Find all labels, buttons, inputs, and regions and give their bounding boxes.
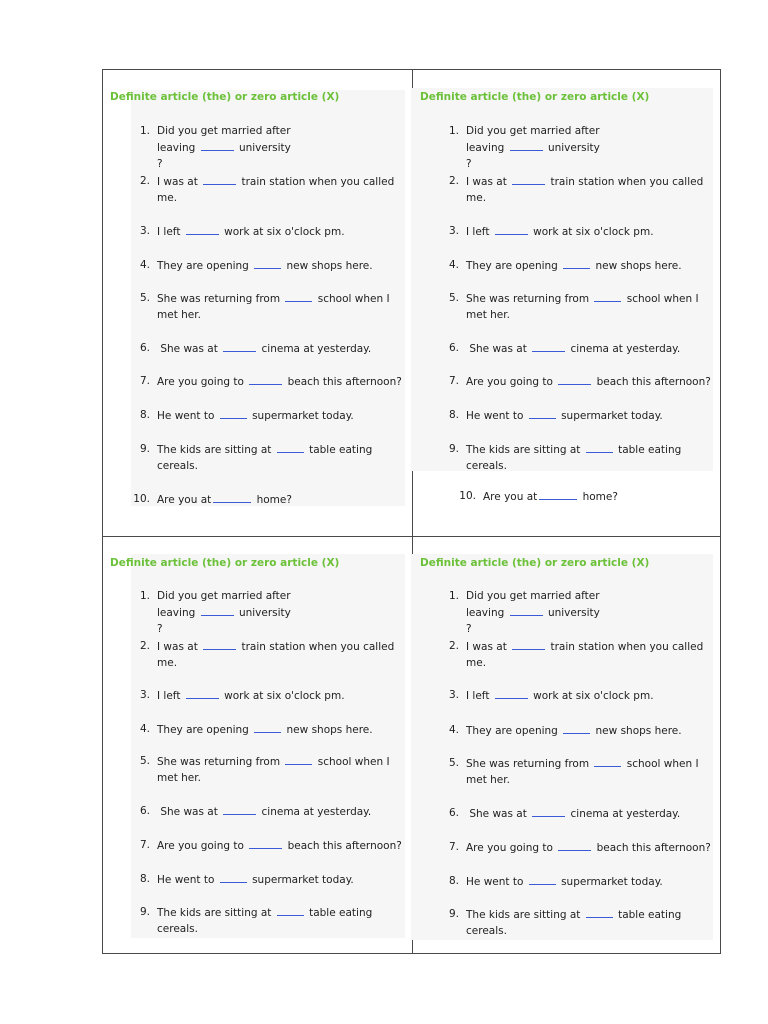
worksheet-grid [102, 69, 721, 954]
question-number: 5. [448, 757, 459, 769]
answer-blank[interactable] [532, 805, 565, 817]
question-text-before: I was at [157, 176, 202, 188]
question-text-before: I was at [466, 641, 511, 653]
question-item [139, 638, 399, 671]
question-number: 6. [139, 805, 150, 817]
question-text-after: table eating cereals. [466, 909, 685, 937]
question-item [139, 123, 297, 172]
question-number: 1. [139, 125, 150, 137]
answer-blank[interactable] [563, 257, 590, 269]
answer-blank[interactable] [203, 173, 236, 185]
question-number: 1. [139, 590, 150, 602]
worksheet-card-1 [103, 70, 412, 536]
question-number: 1. [448, 125, 459, 137]
question-text-after: train station when you called me. [466, 641, 707, 669]
question-number: 3. [448, 225, 459, 237]
question-item [448, 687, 706, 704]
question-text-before: He went to [157, 874, 218, 886]
question-item [139, 441, 393, 474]
question-item [448, 722, 706, 739]
question-number: 8. [448, 875, 459, 887]
question-text [483, 488, 723, 505]
worksheet-card-3 [103, 537, 412, 955]
question-text [157, 904, 393, 937]
question-text-before: She was at [466, 343, 531, 355]
question-text-before: Did you get married after leaving [466, 590, 603, 619]
question-number: 6. [448, 342, 459, 354]
question-text-after: train station when you called me. [466, 176, 707, 204]
question-text [466, 223, 706, 240]
question-item [448, 407, 706, 424]
question-text [466, 588, 606, 637]
question-number: 9. [448, 908, 459, 920]
question-number: 6. [139, 342, 150, 354]
question-text-after: supermarket today. [557, 876, 663, 888]
question-text-after: cinema at yesterday. [258, 343, 372, 355]
question-item [139, 407, 397, 424]
question-text [466, 407, 706, 424]
question-text [466, 290, 702, 323]
question-text-before: I was at [466, 176, 511, 188]
question-text-before: They are opening [157, 260, 253, 272]
question-text-after: work at six o'clock pm. [220, 226, 345, 238]
question-number: 7. [139, 839, 150, 851]
question-text-after: university ? [157, 607, 295, 635]
question-number: 9. [448, 443, 459, 455]
answer-blank[interactable] [285, 753, 312, 765]
question-text [157, 803, 397, 820]
question-number: 5. [139, 292, 150, 304]
question-text [157, 441, 393, 474]
question-text-after: beach this afternoon? [593, 376, 711, 388]
answer-blank[interactable] [201, 139, 234, 151]
answer-blank[interactable] [186, 687, 219, 699]
question-text-before: Did you get married after leaving [466, 125, 603, 154]
question-text [157, 407, 397, 424]
question-item [139, 257, 397, 274]
question-text-before: I was at [157, 641, 202, 653]
question-item [139, 837, 407, 854]
question-text [466, 906, 702, 939]
answer-blank[interactable] [249, 373, 282, 385]
question-item [448, 873, 706, 890]
answer-blank[interactable] [529, 873, 556, 885]
question-item [139, 687, 397, 704]
question-text-before: The kids are sitting at [466, 444, 584, 456]
answer-blank[interactable] [510, 139, 543, 151]
question-item [459, 488, 723, 505]
question-text-before: I left [157, 690, 184, 702]
question-number: 2. [448, 175, 459, 187]
answer-blank[interactable] [220, 871, 247, 883]
question-text [157, 753, 393, 786]
answer-blank[interactable] [539, 488, 577, 500]
question-number: 2. [139, 640, 150, 652]
answer-blank[interactable] [558, 373, 591, 385]
question-text [157, 223, 397, 240]
question-text-before: The kids are sitting at [157, 444, 275, 456]
question-text [157, 173, 399, 206]
question-text [466, 638, 708, 671]
question-number: 4. [448, 259, 459, 271]
question-text-before: She was returning from [157, 293, 284, 305]
question-number: 9. [139, 443, 150, 455]
question-text-after: new shops here. [283, 724, 373, 736]
question-text [466, 722, 706, 739]
question-item [139, 223, 397, 240]
answer-blank[interactable] [277, 904, 304, 916]
question-item [448, 805, 706, 822]
question-item [448, 123, 606, 172]
question-item [448, 638, 708, 671]
question-item [448, 839, 716, 856]
question-text-before: The kids are sitting at [157, 907, 275, 919]
answer-blank[interactable] [594, 290, 621, 302]
question-text-after: train station when you called me. [157, 176, 398, 204]
question-text-before: Are you at [483, 491, 538, 503]
question-text [157, 340, 397, 357]
answer-blank[interactable] [594, 755, 621, 767]
question-text [157, 373, 407, 390]
question-number: 2. [139, 175, 150, 187]
question-text-after: university ? [466, 607, 604, 635]
answer-blank[interactable] [495, 687, 528, 699]
question-text-after: supermarket today. [557, 410, 663, 422]
question-text [466, 873, 706, 890]
card-title: Definite article (the) or zero article (X) [420, 91, 650, 103]
question-text-after: train station when you called me. [157, 641, 398, 669]
question-text-before: They are opening [466, 725, 562, 737]
question-item [448, 340, 706, 357]
answer-blank[interactable] [186, 223, 219, 235]
question-text [466, 173, 708, 206]
question-number: 5. [448, 292, 459, 304]
answer-blank[interactable] [254, 257, 281, 269]
answer-blank[interactable] [558, 839, 591, 851]
question-text [157, 638, 399, 671]
question-item [139, 340, 397, 357]
card-title: Definite article (the) or zero article (X) [420, 557, 650, 569]
question-text-after: new shops here. [592, 725, 682, 737]
question-text-before: Are you going to [157, 840, 248, 852]
question-item [448, 373, 716, 390]
question-text [466, 373, 716, 390]
card-title: Definite article (the) or zero article (X) [110, 557, 340, 569]
question-item [448, 223, 706, 240]
question-text [157, 871, 397, 888]
question-item [448, 257, 706, 274]
question-text [157, 257, 397, 274]
question-item [448, 588, 606, 637]
question-text-after: work at six o'clock pm. [220, 690, 345, 702]
question-item [139, 904, 393, 937]
question-number: 6. [448, 807, 459, 819]
worksheet-card-2 [413, 70, 722, 536]
answer-blank[interactable] [512, 638, 545, 650]
question-number: 4. [139, 259, 150, 271]
question-text-before: I left [466, 226, 493, 238]
question-text-before: I left [466, 690, 493, 702]
question-text-before: Are you going to [466, 842, 557, 854]
question-number: 7. [448, 841, 459, 853]
question-text-after: school when I met her. [466, 293, 702, 321]
question-item [139, 753, 393, 786]
question-item [139, 871, 397, 888]
question-text-before: They are opening [157, 724, 253, 736]
question-text-after: university ? [466, 142, 604, 170]
answer-blank[interactable] [512, 173, 545, 185]
question-text-before: They are opening [466, 260, 562, 272]
question-text-after: new shops here. [592, 260, 682, 272]
question-number: 4. [139, 723, 150, 735]
answer-blank[interactable] [203, 638, 236, 650]
question-text-after: school when I met her. [466, 758, 702, 786]
question-item [139, 588, 297, 637]
question-text [466, 123, 606, 172]
answer-blank[interactable] [586, 906, 613, 918]
question-number: 10. [459, 490, 476, 502]
question-number: 5. [139, 755, 150, 767]
question-text-before: The kids are sitting at [466, 909, 584, 921]
answer-blank[interactable] [220, 407, 247, 419]
question-text-before: Did you get married after leaving [157, 125, 294, 154]
question-item [139, 173, 399, 206]
answer-blank[interactable] [495, 223, 528, 235]
answer-blank[interactable] [254, 721, 281, 733]
question-text-before: I left [157, 226, 184, 238]
question-item [448, 906, 702, 939]
question-text-after: school when I met her. [157, 756, 393, 784]
question-text-before: She was returning from [157, 756, 284, 768]
question-text-before: She was returning from [466, 758, 593, 770]
answer-blank[interactable] [249, 837, 282, 849]
question-text-before: She was at [157, 806, 222, 818]
question-text-before: He went to [157, 410, 218, 422]
question-item [139, 721, 397, 738]
answer-blank[interactable] [223, 803, 256, 815]
question-item [448, 173, 708, 206]
question-text-before: He went to [466, 876, 527, 888]
question-number: 3. [448, 689, 459, 701]
question-text-after: school when I met her. [157, 293, 393, 321]
question-text [466, 340, 706, 357]
question-text-before: She was returning from [466, 293, 593, 305]
question-number: 4. [448, 724, 459, 736]
question-text-after: table eating cereals. [157, 444, 376, 472]
question-text-after: university ? [157, 142, 295, 170]
question-text-before: Did you get married after leaving [157, 590, 294, 619]
question-number: 8. [139, 873, 150, 885]
card-title: Definite article (the) or zero article (X) [110, 91, 340, 103]
question-number: 3. [139, 689, 150, 701]
question-item [448, 290, 702, 323]
question-number: 8. [448, 409, 459, 421]
answer-blank[interactable] [586, 441, 613, 453]
question-text [157, 123, 297, 172]
question-item [139, 803, 397, 820]
question-item [139, 373, 407, 390]
question-text-after: new shops here. [283, 260, 373, 272]
question-text-before: She was at [466, 808, 531, 820]
question-number: 2. [448, 640, 459, 652]
question-number: 1. [448, 590, 459, 602]
question-item [139, 290, 393, 323]
question-text [466, 687, 706, 704]
question-text-before: Are you going to [157, 376, 248, 388]
question-text [157, 721, 397, 738]
question-text [466, 839, 716, 856]
question-text-after: table eating cereals. [466, 444, 685, 472]
question-number: 8. [139, 409, 150, 421]
answer-blank[interactable] [285, 290, 312, 302]
question-text [157, 588, 297, 637]
question-text-before: She was at [157, 343, 222, 355]
question-item [133, 491, 397, 508]
answer-blank[interactable] [201, 604, 234, 616]
question-text-after: cinema at yesterday. [258, 806, 372, 818]
question-number: 3. [139, 225, 150, 237]
question-text-after: cinema at yesterday. [567, 343, 681, 355]
question-text [157, 687, 397, 704]
question-text [466, 441, 702, 474]
question-text-after: cinema at yesterday. [567, 808, 681, 820]
question-text-before: Are you going to [466, 376, 557, 388]
answer-blank[interactable] [563, 722, 590, 734]
question-text [157, 290, 393, 323]
answer-blank[interactable] [510, 604, 543, 616]
answer-blank[interactable] [532, 340, 565, 352]
question-text-before: He went to [466, 410, 527, 422]
worksheet-card-4 [413, 537, 722, 955]
answer-blank[interactable] [277, 441, 304, 453]
question-text-after: beach this afternoon? [284, 840, 402, 852]
question-item [448, 441, 702, 474]
question-text-after: work at six o'clock pm. [529, 690, 654, 702]
answer-blank[interactable] [223, 340, 256, 352]
question-text-after: beach this afternoon? [593, 842, 711, 854]
question-text-after: supermarket today. [248, 874, 354, 886]
answer-blank[interactable] [213, 491, 251, 503]
question-text-after: home? [579, 491, 618, 503]
question-text [466, 755, 702, 788]
question-text-after: home? [253, 494, 292, 506]
question-number: 9. [139, 906, 150, 918]
question-text [157, 837, 407, 854]
question-text-after: table eating cereals. [157, 907, 376, 935]
question-text-after: supermarket today. [248, 410, 354, 422]
question-text [466, 257, 706, 274]
question-number: 7. [448, 375, 459, 387]
answer-blank[interactable] [529, 407, 556, 419]
question-number: 7. [139, 375, 150, 387]
question-text [157, 491, 397, 508]
question-number: 10. [133, 493, 150, 505]
question-text-before: Are you at [157, 494, 212, 506]
question-text [466, 805, 706, 822]
question-text-after: beach this afternoon? [284, 376, 402, 388]
question-text-after: work at six o'clock pm. [529, 226, 654, 238]
question-item [448, 755, 702, 788]
